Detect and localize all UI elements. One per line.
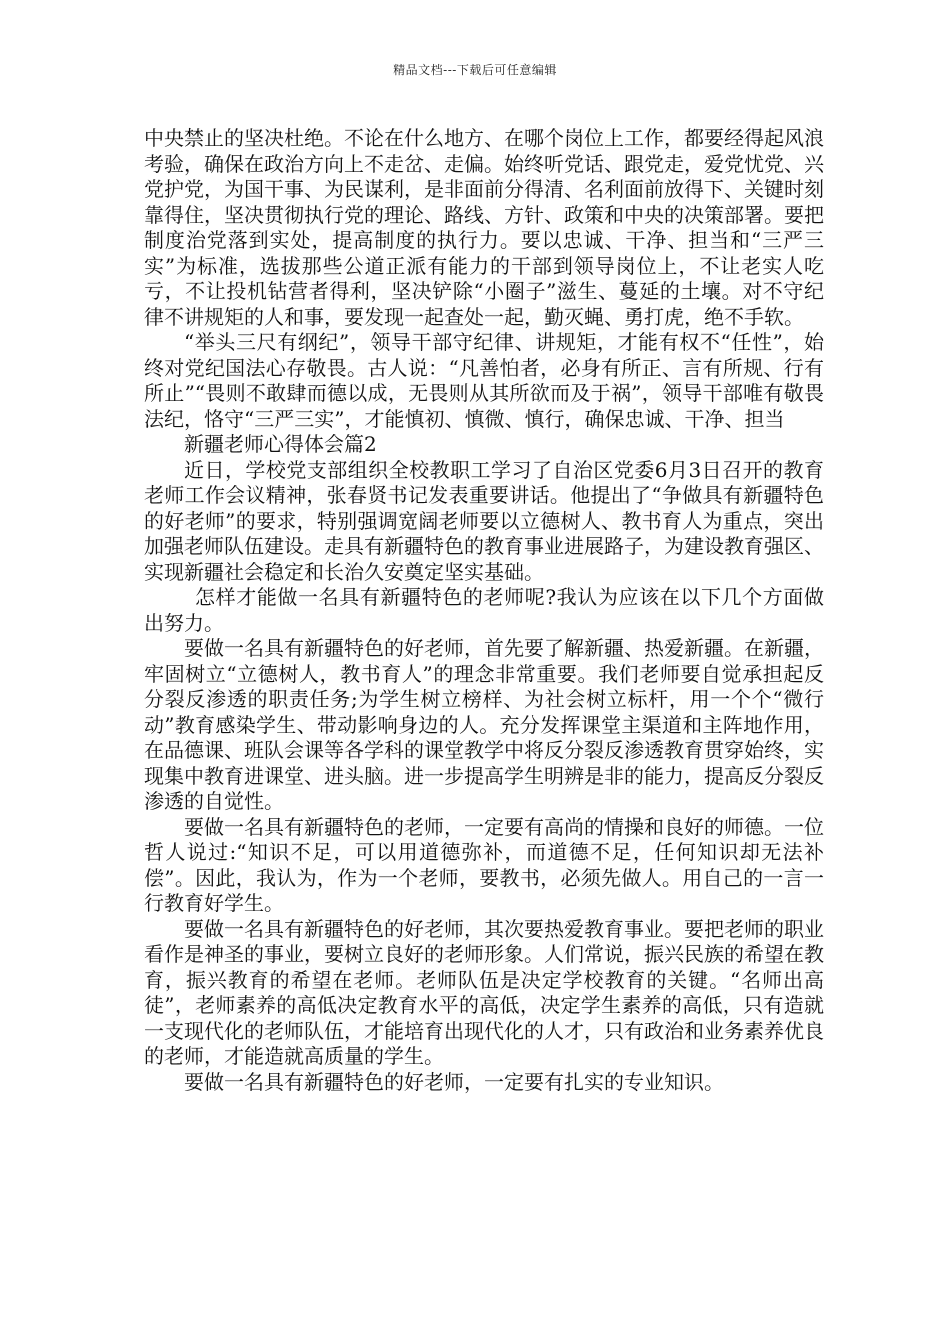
paragraph-discipline-continuation: 中央禁止的坚决杜绝。不论在什么地方、在哪个岗位上工作，都要经得起风浪考验，确保在政治方向上不走岔、走偏。始终听党话、跟党走，爱党忧党、兴党护党，为国干事、为民谋利，是非面前分得清、名利面前放得下、关键时刻靠得住，坚决贯彻执行党的理论、路线、方针、政策和中央的决策部署。要把制度治党落到实处，提高制度的执行力。要以忠诚、干净、担当和“三严三实”为标准，选拔那些公道正派有能力的干部到领导岗位上，不让老实人吃亏，不让投机钻营者得利，坚决铲除“小圈子”滋生、蔓延的土壤。对不守纪律不讲规矩的人和事，要发现一起查处一起，勤灭蝇、勇打虎，绝不手软。 (144, 126, 824, 329)
section-heading: 新疆老师心得体会篇2 (184, 432, 377, 456)
paragraph-question: 怎样才能做一名具有新疆特色的老师呢?我认为应该在以下几个方面做出努力。 (144, 585, 824, 635)
paragraph-meeting-intro: 近日，学校党支部组织全校教职工学习了自治区党委6月3日召开的教育老师工作会议精神，张春贤书记发表重要讲话。他提出了“争做具有新疆特色的好老师”的要求，特别强调宽阔老师要以立德树人、教书育人为重点，突出加强老师队伍建设。走具有新疆特色的教育事业进展路子，为建设教育强区、实现新疆社会稳定和长治久安奠定坚实基础。 (144, 457, 824, 584)
paragraph-love-xinjiang: 要做一名具有新疆特色的好老师，首先要了解新疆、热爱新疆。在新疆，牢固树立“立德树人，教书育人”的理念非常重要。我们老师要自觉承担起反分裂反渗透的职责任务;为学生树立榜样、为社会树立标杆，用一个个“微行动”教育感染学生、带动影响身边的人。充分发挥课堂主渠道和主阵地作用，在品德课、班队会课等各学科的课堂教学中将反分裂反渗透教育贯穿始终，实现集中教育进课堂、进头脑。进一步提高学生明辨是非的能力，提高反分裂反渗透的自觉性。 (144, 636, 824, 813)
page-header: 精品文档---下载后可任意编辑 (393, 63, 557, 77)
paragraph-love-education: 要做一名具有新疆特色的好老师，其次要热爱教育事业。要把老师的职业看作是神圣的事业，要树立良好的老师形象。人们常说，振兴民族的希望在教育，振兴教育的希望在老师。老师队伍是决定学校教育的关键。“名师出高徒”，老师素养的高低决定教育水平的高低，决定学生素养的高低，只有造就一支现代化的老师队伍，才能培育出现代化的人才，只有政治和业务素养优良的老师，才能造就高质量的学生。 (144, 916, 824, 1068)
paragraph-teacher-ethics: 要做一名具有新疆特色的老师，一定要有高尚的情操和良好的师德。一位哲人说过:“知识不足，可以用道德弥补，而道德不足，任何知识却无法补偿”。因此，我认为，作为一个老师，要教书，必须先做人。用自己的一言一行教育好学生。 (144, 814, 824, 915)
paragraph-awe-of-discipline: “举头三尺有纲纪”，领导干部守纪律、讲规矩，才能有权不“任性”，始终对党纪国法心存敬畏。古人说：“凡善怕者，必身有所正、言有所规、行有所止”“畏则不敢肆而德以成，无畏则从其所欲而及于祸”，领导干部唯有敬畏法纪，恪守“三严三实”，才能慎初、慎微、慎行，确保忠诚、干净、担当 (144, 330, 824, 431)
paragraph-professional-knowledge: 要做一名具有新疆特色的好老师，一定要有扎实的专业知识。 (184, 1069, 724, 1094)
document-body (144, 126, 824, 1095)
